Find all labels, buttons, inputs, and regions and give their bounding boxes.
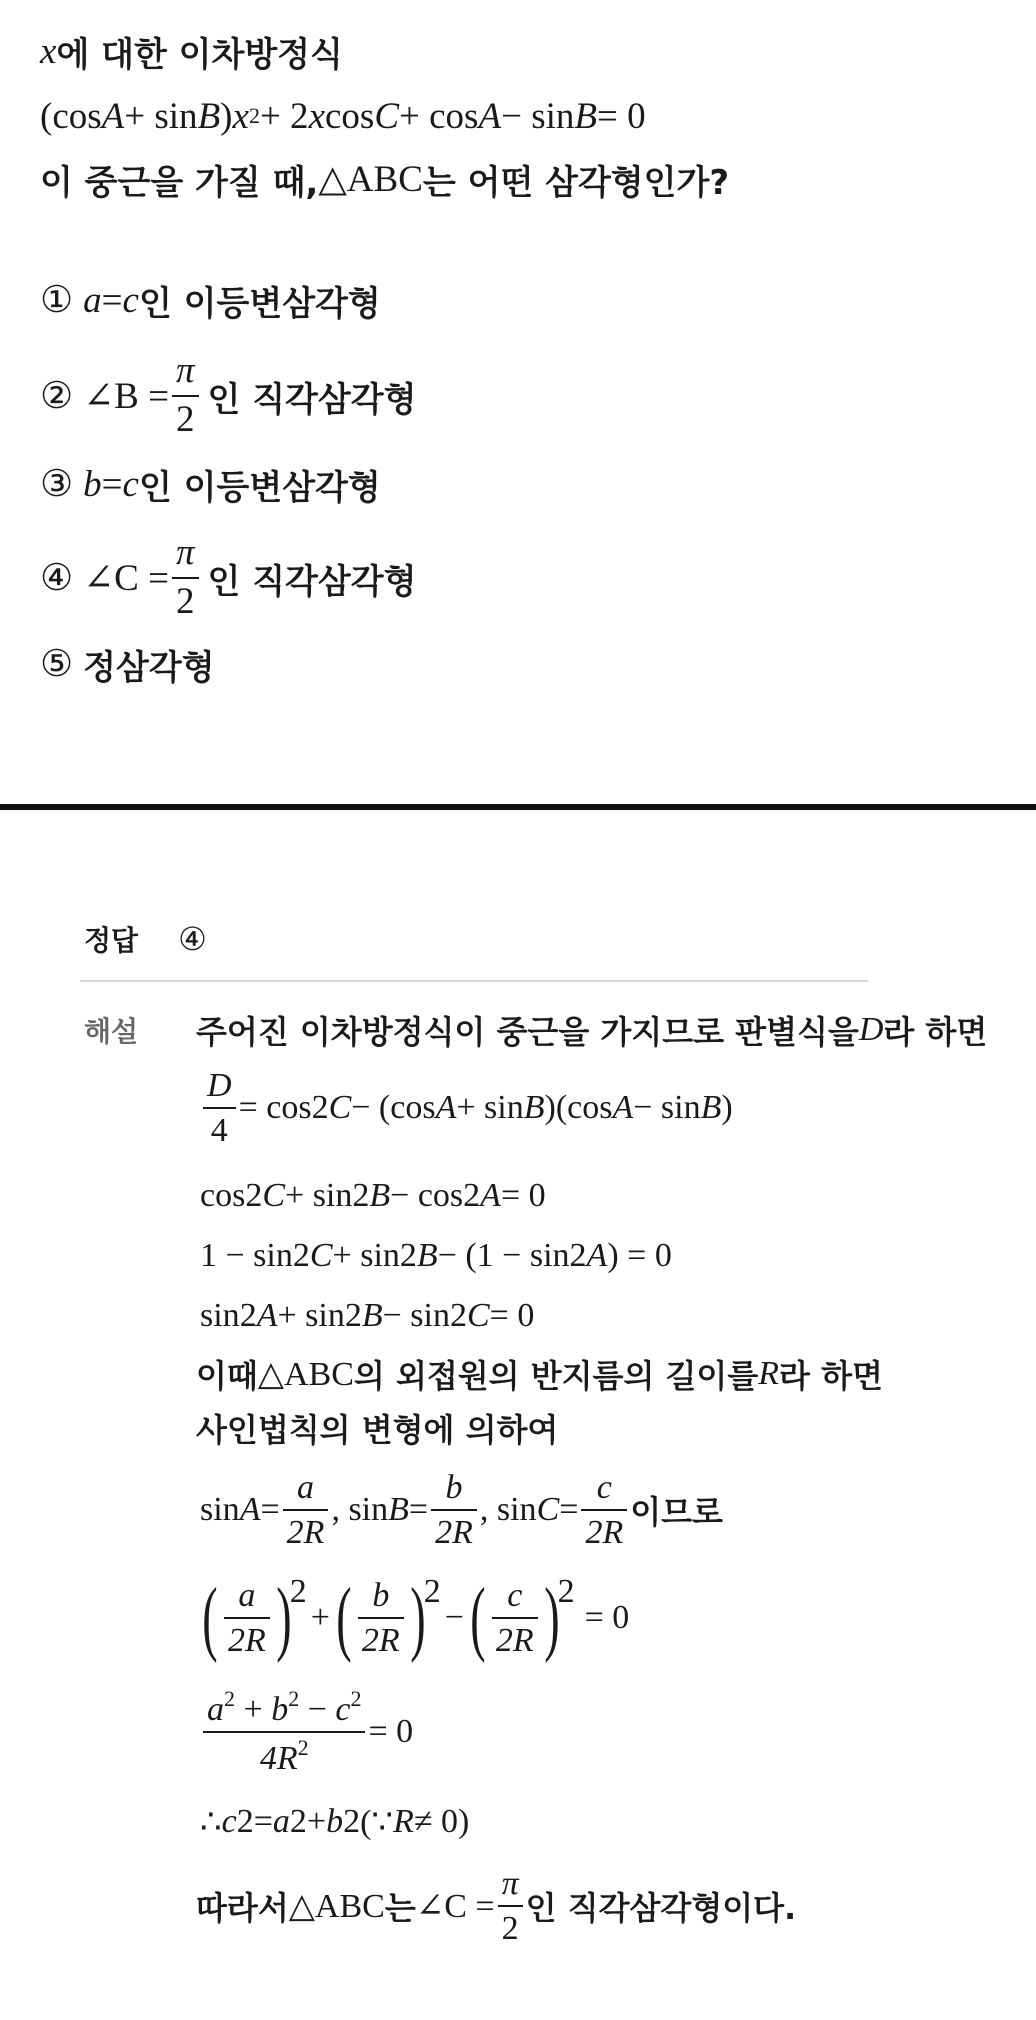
solution-line-6: 이때 △ABC 의 외접원의 반지름의 길이를 R 라 하면: [196, 1355, 883, 1395]
option-3[interactable]: ③ b = c 인 이등변삼각형: [40, 463, 381, 508]
fraction-c-over-2r: $\frac{c}{2R}$: [492, 1577, 538, 1660]
question-text-1: 에 대한 이차방정식: [56, 34, 343, 75]
solution-line-1: 주어진 이차방정식이 중근을 가지므로 판별식을 D 라 하면: [196, 1011, 988, 1051]
solution-line-10: $\frac{a^2 + b^2 - c^2}{4R^2}$ = 0: [200, 1682, 413, 1782]
solution-line-4: 1 − sin 2 C + sin 2 B − (1 − sin 2 A ) = 0: [200, 1237, 672, 1274]
option-number: ①: [40, 280, 74, 321]
fraction-a-over-2r: $\frac{a}{2R}$: [224, 1577, 270, 1660]
option-number: ⑤: [40, 644, 74, 685]
answer-label: 정답: [84, 924, 139, 957]
solution-line-9: ( $\frac{a}{2R}$ ) 2 + ( $\frac{b}{2R}$ ) 2 − ( $\frac{c}{2R}$ ) 2 = 0: [202, 1571, 630, 1664]
option-5[interactable]: ⑤ 정삼각형: [40, 644, 215, 688]
solution-line-11: ∴ c 2 = a 2 + b 2 (∵ R ≠ 0): [200, 1803, 470, 1841]
option-2[interactable]: ② ∠B = $\frac{\pi}{2}$ 인 직각삼각형: [40, 350, 417, 440]
triangle-abc: △ABC: [318, 159, 423, 200]
var-x: x: [40, 30, 57, 72]
option-number: ③: [40, 464, 74, 505]
solution-line-8: sin A = $\frac{a}{2R}$ , sin B = $\frac{b}{2R}$ , sin C = $\frac{c}{2R}$ 이므로: [200, 1468, 723, 1551]
answer-rule: [80, 980, 868, 982]
question-line-3: 이 중근을 가질 때, △ABC 는 어떤 삼각형인가?: [40, 159, 730, 203]
fraction-c-over-2r: $\frac{c}{2R}$: [581, 1469, 627, 1552]
solution-line-3: cos 2 C + sin 2 B − cos 2 A = 0: [200, 1177, 546, 1214]
option-4[interactable]: ④ ∠C = $\frac{\pi}{2}$ 인 직각삼각형: [40, 532, 417, 622]
fraction-pi-over-2: $\frac{\pi}{2}$: [172, 351, 199, 440]
solution-line-5: sin 2 A + sin 2 B − sin 2 C = 0: [200, 1297, 535, 1334]
fraction-sum-over-4r2: $\frac{a^2 + b^2 - c^2}{4R^2}$: [203, 1687, 365, 1778]
option-number: ④: [40, 558, 74, 599]
question-equation: (cos A + sin B ) x 2 + 2 x cos C + cos A − sin B = 0: [40, 95, 646, 137]
answer-row: [84, 914, 207, 964]
option-1[interactable]: ① a = c 인 이등변삼각형: [40, 279, 381, 324]
solution-line-7: 사인법칙의 변형에 의하여: [196, 1411, 559, 1449]
fraction-pi-over-2: $\frac{\pi}{2}$: [172, 533, 199, 622]
fraction-b-over-2r: $\frac{b}{2R}$: [431, 1469, 477, 1552]
solution-line-12: 따라서 △ABC 는 ∠C = $\frac{\pi}{2}$ 인 직각삼각형이다.: [196, 1864, 797, 1947]
option-number: ②: [40, 376, 74, 417]
fraction-a-over-2r: $\frac{a}{2R}$: [283, 1469, 329, 1552]
fraction-b-over-2r: $\frac{b}{2R}$: [358, 1577, 404, 1660]
fraction-pi-over-2: $\frac{\pi}{2}$: [498, 1865, 523, 1948]
fraction-d-over-4: $\frac{D}{4}$: [203, 1067, 236, 1150]
section-divider: [0, 804, 1036, 810]
question-line-1: [40, 24, 343, 78]
solution-line-2: $\frac{D}{4}$ = cos 2 C − (cos A + sin B )(cos A − sin B ): [200, 1062, 733, 1154]
answer-value: ④: [178, 921, 207, 957]
solution-label: 해설: [84, 1015, 139, 1048]
